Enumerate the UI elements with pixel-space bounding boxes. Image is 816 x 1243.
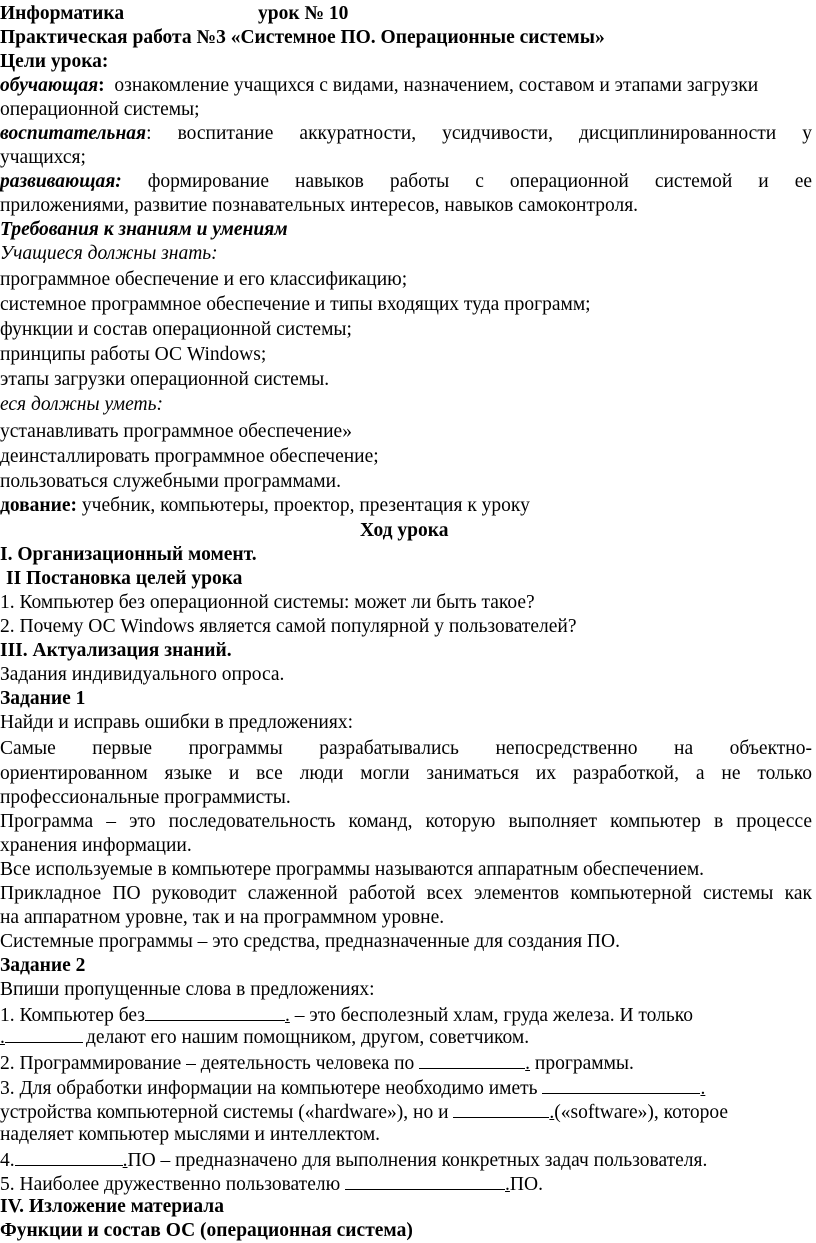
task2-heading: Задание 2 <box>0 955 86 976</box>
section-2: II Постановка целей урока <box>6 568 243 589</box>
section-4-subheading: Функции и состав ОС (операционная система) <box>0 1220 413 1241</box>
task1-line: Программа – это последовательность команд, которую выполняет компьютер в процессе <box>0 811 812 832</box>
task2-item-5: 5. Наиболее дружественно пользователю .ПО. <box>0 1171 543 1197</box>
task1-line: на аппаратном уровне, так и на программном уровне. <box>0 907 445 928</box>
know-heading: Учащиеся должны знать: <box>0 243 218 264</box>
question-1: 1. Компьютер без операционной системы: может ли быть такое? <box>0 592 535 613</box>
know-item: системное программное обеспечение и типы входящих туда программ; <box>0 294 591 315</box>
section-4-heading: IV. Изложение материала <box>0 1196 224 1217</box>
know-item: этапы загрузки операционной системы. <box>0 369 330 390</box>
goal-developing <box>0 170 812 194</box>
goal-label: воспитательная <box>0 123 147 144</box>
answer-blank[interactable]: . <box>0 1026 86 1044</box>
goal-label: обучающая <box>0 75 99 96</box>
section-1: I. Организационный момент. <box>0 544 257 565</box>
task2-item-1-cont: . делают его нашим помощником, другом, советчиком. <box>0 1027 530 1048</box>
goal-teaching: обучающая: ознакомление учащихся с видами, назначением, составом и этапами загрузки <box>0 75 759 96</box>
answer-blank[interactable] <box>15 1147 123 1166</box>
task2-item-3-cont: устройства компьютерной системы («hardware»), но и .(«software»), которое <box>0 1099 728 1125</box>
answer-blank[interactable] <box>345 1171 505 1190</box>
know-item: программное обеспечение и его классификацию; <box>0 269 408 290</box>
header <box>0 2 124 26</box>
can-heading: еся должны уметь: <box>0 394 163 415</box>
task1-line: хранения информации. <box>0 835 192 856</box>
equipment-label: дование: <box>0 495 78 516</box>
task1-line: профессиональные программисты. <box>0 787 291 808</box>
know-item: принципы работы ОС Windows; <box>0 344 267 365</box>
task1-line: ориентированном языке и все люди могли заниматься их разработкой, а не только <box>0 763 812 784</box>
task2-item-3-end: наделяет компьютер мыслями и интеллектом. <box>0 1124 381 1145</box>
requirements-heading: Требования к знаниям и умениям <box>0 219 288 240</box>
task1-line: Прикладное ПО руководит слаженной работой всех элементов компьютерной системы как <box>0 883 812 904</box>
task2-item-4: 4. .ПО – предназначено для выполнения конкретных задач пользователя. <box>0 1147 707 1173</box>
task1-line: Системные программы – это средства, предназначенные для создания ПО. <box>0 931 620 952</box>
section-3-text: Задания индивидуального опроса. <box>0 664 285 685</box>
equipment-text: учебник, компьютеры, проектор, презентация к уроку <box>81 495 530 516</box>
can-item: деинсталлировать программное обеспечение; <box>0 446 379 467</box>
can-item: пользоваться служебными программами. <box>0 471 341 492</box>
answer-blank[interactable] <box>542 1075 700 1094</box>
task2-item-3: 3. Для обработки информации на компьютере необходимо иметь . <box>0 1075 705 1101</box>
answer-blank[interactable] <box>145 1002 285 1021</box>
know-item: функции и состав операционной системы; <box>0 319 352 340</box>
goal-label: развивающая: <box>0 171 122 192</box>
goal-text-cont: учащихся; <box>0 147 86 168</box>
goal-text: ознакомление учащихся с видами, назначением, составом и этапами загрузки <box>114 75 759 96</box>
equipment <box>0 494 530 518</box>
lesson-number: урок № 10 <box>258 3 349 24</box>
can-item: устанавливать программное обеспечение» <box>0 421 352 442</box>
task1-line: Самые первые программы разрабатывались непосредственно на объектно- <box>0 738 812 759</box>
goals-heading: Цели урока: <box>0 51 109 72</box>
goal-text-cont: операционной системы; <box>0 99 200 120</box>
answer-blank[interactable] <box>419 1050 525 1069</box>
course-heading: Ход урока <box>360 520 449 541</box>
goal-educational: воспитательная: воспитание аккуратности, усидчивости, дисциплинированности у <box>0 123 812 144</box>
goal-text: воспитание аккуратности, усидчивости, дисциплинированности у <box>177 123 812 144</box>
task2-item-1: 1. Компьютер без . – это бесполезный хлам, груда железа. И только <box>0 1002 693 1028</box>
question-2: 2. Почему ОС Windows является самой популярной у пользователей? <box>0 616 577 637</box>
task1-heading: Задание 1 <box>0 688 86 709</box>
task1-instruction: Найди и исправь ошибки в предложениях: <box>0 712 353 733</box>
answer-blank[interactable] <box>453 1099 549 1118</box>
goal-text-cont: приложениями, развитие познавательных интересов, навыков самоконтроля. <box>0 195 639 216</box>
task2-item-2: 2. Программирование – деятельность человека по . программы. <box>0 1050 634 1076</box>
page-title: Практическая работа №3 «Системное ПО. Операционные системы» <box>0 27 605 48</box>
section-3: III. Актуализация знаний. <box>0 640 232 661</box>
task2-instruction: Впиши пропущенные слова в предложениях: <box>0 979 375 1000</box>
task1-line: Все используемые в компьютере программы называются аппаратным обеспечением. <box>0 859 705 880</box>
goal-text: формирование навыков работы с операционной системой и ее <box>147 171 812 192</box>
subject: Информатика <box>0 3 125 24</box>
